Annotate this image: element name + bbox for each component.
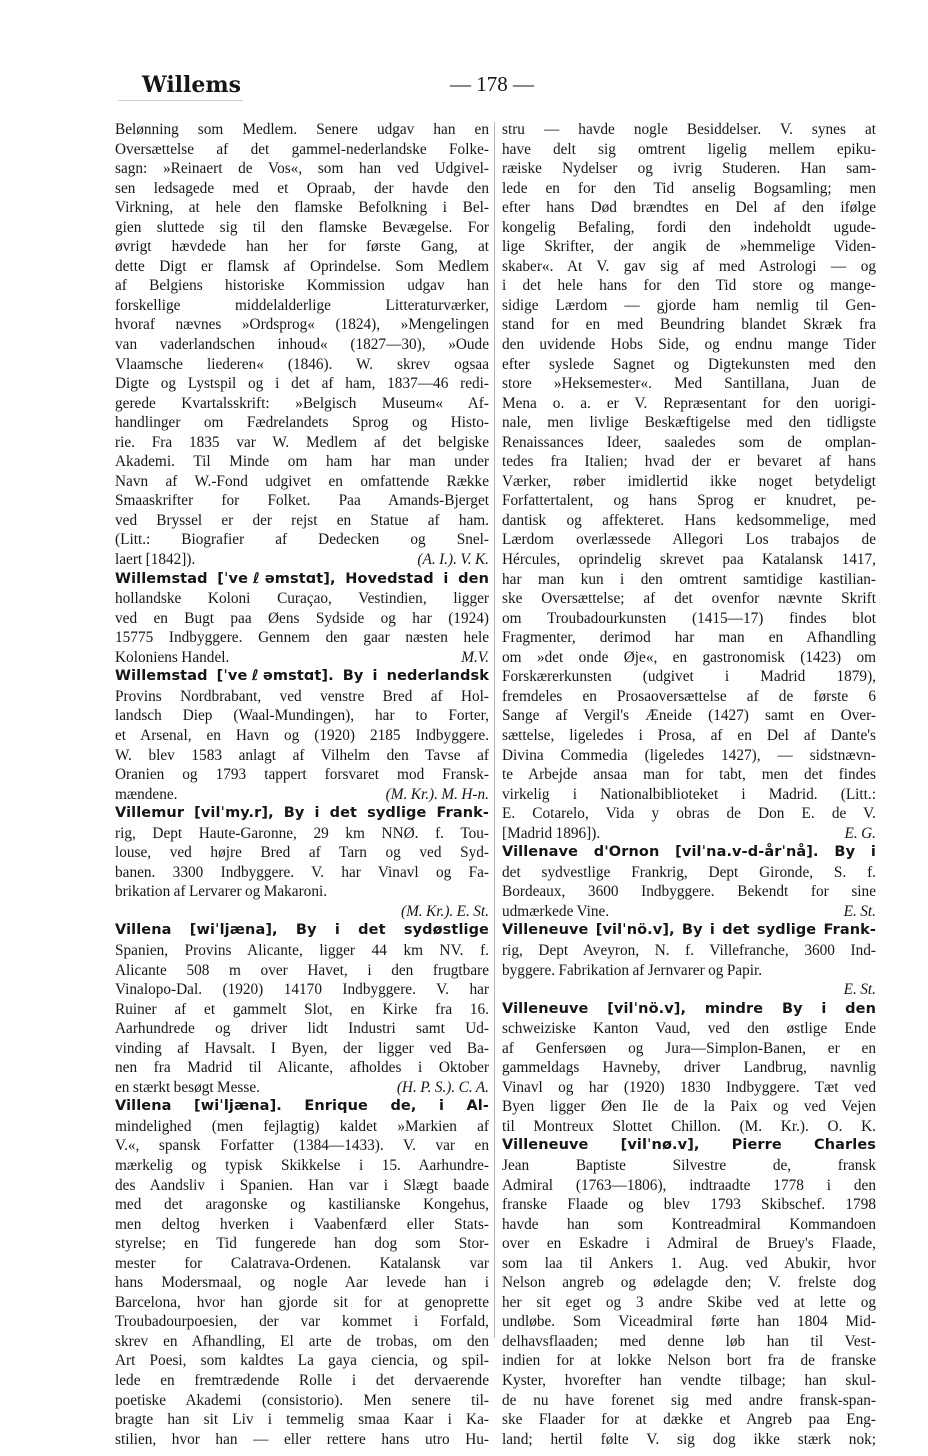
text-line: Byen ligger Øen Ile de la Paix og ved Vejen xyxy=(502,1098,876,1116)
text-line: store »Heksemester«. Med Santillana, Juan de xyxy=(502,375,876,393)
signature-line xyxy=(115,902,489,922)
text-line: des Aandsliv i Spanien. Han var i Slægt baade xyxy=(115,1176,489,1194)
author-signature: (A. I.). V. K. xyxy=(417,551,489,569)
text-line: Art Poesi, som kaldtes La gaya ciencia, og spil- xyxy=(115,1352,489,1370)
text-line: vinding af Havsalt. I Byen, der ligger ved Ba- xyxy=(115,1039,489,1057)
entry-villena-enrique-continued xyxy=(502,120,876,843)
text-line: hans Modersmaal, og nogle Aar levede han i xyxy=(115,1274,489,1292)
text-line: bragte han sit Liv i temmelig smaa Kaar i Ka- xyxy=(115,1411,489,1429)
text-line: tedes fra Italien; hvad der er bevaret af hans xyxy=(502,453,876,471)
text-line: af Belgiens historiske Kommission udgav han xyxy=(115,277,489,295)
text-line: W. blev 1583 anlagt af Vilhelm den Tavse af xyxy=(115,746,489,764)
text-line: ved Bryssel er der rejst en Statue af ham. xyxy=(115,511,489,529)
text-line: nale, men livlige Beskæftigelse med den tidligste xyxy=(502,414,876,432)
entry-villeneuve-admiral xyxy=(502,1136,876,1449)
text-line: handlinger om Fædrelandets Sprog og Histo- xyxy=(115,414,489,432)
page-number: — 178 — xyxy=(450,72,534,96)
text-line: poetiske Akademi (consistorio). Men senere til- xyxy=(115,1391,489,1409)
entry-willemstad-curacao xyxy=(115,570,489,668)
text-line: undløbe. Som Viceadmiral førte han 1804 Mid- xyxy=(502,1313,876,1331)
text-line-with-signature xyxy=(115,550,489,570)
text-line-with-signature xyxy=(115,648,489,668)
text-line: Fragmenter, derimod har man en Afhandling xyxy=(502,629,876,647)
text-line: ske Flaader for at dække et Angreb paa Eng- xyxy=(502,1411,876,1429)
text-line: Provins Nordbrabant, ved venstre Bred af Hol- xyxy=(115,687,489,705)
text-line: Troubadourpoesien, der var kommet i Forfald, xyxy=(115,1313,489,1331)
text-line: delhavsflaaden; med denne løb han til Vest- xyxy=(502,1332,876,1350)
text-line: har man kun i den omtrent samtidige kastilian- xyxy=(502,570,876,588)
text-line: en stærkt besøgt Messe. xyxy=(115,1078,260,1096)
headword-line: Villeneuve [vilˈnö.v], mindre By i den xyxy=(502,1000,876,1017)
text-line: brikation af Lervarer og Makaroni. xyxy=(115,883,328,901)
text-line: 15775 Indbyggere. Gennem den gaar næsten hele xyxy=(115,629,489,647)
text-line: sættelse, ligeledes i Prosa, af en Del af Dante's xyxy=(502,726,876,744)
text-line: over en Eskadre i Admiral de Bruey's Flaade, xyxy=(502,1235,876,1253)
text-line: mester for Calatrava-Ordenen. Katalansk var xyxy=(115,1254,489,1272)
text-line: lige Skrifter, der angik de »hemmelige Viden- xyxy=(502,238,876,256)
text-line: den uvidende Hobs Side, og endnu mange Tider xyxy=(502,336,876,354)
headword-line: Villeneuve [vilˈnø.v], Pierre Charles xyxy=(502,1137,876,1154)
text-line: (Litt.: Biografier af Dedecken og Snel- xyxy=(115,531,489,549)
text-line: lede en fremtrædende Rolle i det dervaerende xyxy=(115,1372,489,1389)
text-line: til Montreux Slottet Chillon. (M. Kr.). O. K. xyxy=(502,1117,876,1135)
author-signature: (H. P. S.). C. A. xyxy=(396,1078,489,1096)
text-line: Navn af W.-Fond udgivet en omfattende Række xyxy=(115,472,489,490)
author-signature: E. St. xyxy=(843,981,876,999)
text-line: de nu have forenet sig med andre fransk-span- xyxy=(502,1391,876,1409)
text-line: skaber«. At V. gav sig af med Astrologi — og xyxy=(502,257,876,275)
text-line: gien sluttede sig til den flamske Bevægelse. For xyxy=(115,218,489,236)
text-line: om »det onde Øje«, en gastronomisk (1423) om xyxy=(502,648,876,666)
text-line: Vlaamsche liederen« (1846). W. skrev ogsaa xyxy=(115,355,489,373)
text-line: om Troubadourkunsten (1415—17) findes blot xyxy=(502,609,876,627)
text-line: med det aragonske og kastilianske Kongehus, xyxy=(115,1196,489,1214)
text-line-with-signature xyxy=(115,1078,489,1098)
text-line: Vinalopo-Dal. (1920) 14170 Indbyggere. V. har xyxy=(115,981,489,999)
entry-villeneuve-vaud xyxy=(502,1000,876,1137)
text-line: V.«, spansk Forfatter (1384—1433). V. var en xyxy=(115,1137,489,1155)
text-line: Mena o. a. er V. Repræsentant for den uorigi- xyxy=(502,394,876,412)
headword-line: Villena [wiˈljæna], By i det sydøstlige xyxy=(115,922,489,939)
author-signature: E. St. xyxy=(843,902,876,920)
text-line: landsch Diep (Waal-Mundingen), har to Forter, xyxy=(115,707,489,725)
text-line: Digte og Lystspil og i det af ham, 1837—46 redi- xyxy=(115,375,489,393)
text-line: Sange af Vergil's Æneide (1427) samt en Over- xyxy=(502,707,876,725)
text-line: land; hertil følte V. sig dog ikke stærk nok; xyxy=(502,1430,876,1448)
text-line: udmærkede Vine. xyxy=(502,902,610,920)
text-line: stru — havde nogle Besiddelser. V. synes at xyxy=(502,121,876,138)
text-line: sidige Lærdom — gjorde ham nemlig til Gen- xyxy=(502,296,876,314)
text-line: Oversættelse af det gammel-nederlandske Folke- xyxy=(115,140,489,158)
text-line: gammeldags Havneby, driver Landbrug, navnlig xyxy=(502,1059,876,1077)
text-line: Admiral (1763—1806), indtraadte 1778 i den xyxy=(502,1176,876,1194)
text-line: Forskærerkunsten (udgivet i Madrid 1879), xyxy=(502,668,876,686)
text-line: skrev en Afhandling, El arte de trobas, om den xyxy=(115,1332,489,1350)
text-line: forskellige middelalderlige Litteraturværker, xyxy=(115,296,489,314)
headword-line: Willemstad [ˈveℓəmstɑt], Hovedstad i den xyxy=(115,570,489,587)
text-line: styrelse; en Tid fungerede han dog som Stor- xyxy=(115,1235,489,1253)
headword-line: Villenave d'Ornon [vilˈna.v-d-årˈnå]. By i xyxy=(502,844,876,861)
left-column xyxy=(115,120,489,1449)
text-line: efter hans Død brændtes en Del af den ifølge xyxy=(502,199,876,217)
text-line: Nelson angreb og ødelagde den; V. frelste dog xyxy=(502,1274,876,1292)
text-line: Værker, røber imidlertid ikke noget betydeligt xyxy=(502,472,876,490)
text-line: laert [1842]). xyxy=(115,551,196,569)
header-rule xyxy=(118,100,243,101)
author-signature: (M. Kr.). E. St. xyxy=(400,902,489,920)
right-column xyxy=(502,120,876,1449)
text-line: byggere. Fabrikation af Jernvarer og Papir. xyxy=(502,961,763,979)
entry-villeneuve-aveyron xyxy=(502,921,876,999)
headword-line: Villena [wiˈljæna]. Enrique de, i Al- xyxy=(115,1098,489,1115)
text-line: Spanien, Provins Alicante, ligger 44 km NV. f. xyxy=(115,941,489,959)
text-line: Bordeaux, 3600 Indbyggere. Bekendt for sine xyxy=(502,883,876,901)
text-line: Virkning, at hele den flamske Befolkning i Bel- xyxy=(115,199,489,217)
entry-villemur xyxy=(115,804,489,921)
text-line-with-signature xyxy=(502,902,876,922)
text-line: som laa til Ankers 1. Aug. ved Abukir, hvor xyxy=(502,1254,876,1272)
text-line: Barcelona, hvor han gjorde sit for at genoprette xyxy=(115,1293,489,1311)
text-line: sen ledsagede med et Opraab, der havde den xyxy=(115,179,489,197)
text-line: dette Digt er flamsk af Oprindelse. Som Medlem xyxy=(115,257,489,275)
running-head: Willems xyxy=(142,72,242,98)
text-line: ske Oversættelse; af det ovenfor nævnte Skrift xyxy=(502,590,876,608)
text-line: havde han som Kontreadmiral Kommandoen xyxy=(502,1215,876,1233)
text-line: mændene. xyxy=(115,785,178,803)
entry-villenave-dornon xyxy=(502,843,876,921)
text-line: virkelig i Nationalbiblioteket i Madrid. (Litt.: xyxy=(502,785,876,803)
signature-line xyxy=(502,980,876,1000)
text-line-with-signature xyxy=(115,785,489,805)
text-line: Forfattertalent, og hans Sprog er knudret, pe- xyxy=(502,492,876,510)
text-line: Alicante 508 m over Havet, i den frugtbare xyxy=(115,961,489,979)
text-line: E. Cotarelo, Vida y obras de Don E. de V. xyxy=(502,805,876,823)
text-line: Akademi. Til Minde om ham har man under xyxy=(115,453,489,471)
text-line: banen. 3300 Indbyggere. V. har Vinavl og Fa- xyxy=(115,863,489,881)
text-line: sagn: »Reinaert de Vos«, som han ved Udgivel- xyxy=(115,160,489,178)
text-line: Jean Baptiste Silvestre de, fransk xyxy=(502,1156,876,1174)
entry-willemstad-nordbrabant xyxy=(115,667,489,804)
text-line: lede en for den Tid anselig Bogsamling; men xyxy=(502,179,876,197)
author-signature: E. G. xyxy=(844,824,876,842)
text-line: mindelighed (men fejlagtig) kaldet »Markien af xyxy=(115,1117,489,1135)
author-signature: M.V. xyxy=(461,648,489,666)
text-line: et Arsenal, en Havn og (1920) 2185 Indbyggere. xyxy=(115,726,489,744)
text-line: kongelig Befaling, fordi den indeholdt ugude- xyxy=(502,218,876,236)
text-line: øvrigt hævdede han her for første Gang, at xyxy=(115,238,489,256)
text-line: te Arbejde ansaa man for tabt, men det findes xyxy=(502,766,876,784)
entry-willems-continued xyxy=(115,120,489,570)
text-line: Divina Commedia (ligeledes 1427), — sidstnævn- xyxy=(502,746,876,764)
headword-line: Villeneuve [vilˈnö.v], By i det sydlige Frank- xyxy=(502,922,876,939)
text-line: stilien, hvor han — eller rettere hans utro Hu- xyxy=(115,1430,489,1448)
text-line: indien for at lokke Nelson bort fra de franske xyxy=(502,1352,876,1370)
text-line: Belønning som Medlem. Senere udgav han en xyxy=(115,121,489,138)
entry-villena-enrique xyxy=(115,1097,489,1449)
text-line: Lærdom overlæssede Allegori Los trabajos de xyxy=(502,531,876,549)
text-line: rig, Dept Aveyron, N. f. Villefranche, 3600 Ind- xyxy=(502,941,876,959)
text-line-with-signature xyxy=(502,824,876,844)
entry-villena-town xyxy=(115,921,489,1097)
text-line: rig, Dept Haute-Garonne, 29 km NNØ. f. Tou- xyxy=(115,824,489,842)
text-line: fremdeles en Prosaoversættelse af de første 6 xyxy=(502,687,876,705)
text-line: van vaderlandschen inhoud« (1827—30), »Oude xyxy=(115,336,489,354)
headword-line: Willemstad [ˈveℓəmstɑt]. By i nederlandsk xyxy=(115,668,489,685)
text-line: dantisk og affekteret. Hans kedsommelige, med xyxy=(502,511,876,529)
text-line: Vinavl og har (1920) 1830 Indbyggere. Tæt ved xyxy=(502,1078,876,1096)
text-line: schweiziske Kanton Vaud, ved den østlige Ende xyxy=(502,1020,876,1038)
text-line: nen fra Madrid til Alicante, afholdes i Oktober xyxy=(115,1059,489,1077)
text-line: Renaissances Ideer, saaledes som de omplan- xyxy=(502,433,876,451)
text-line: ræiske Nydelser og ivrig Studeren. Han sam- xyxy=(502,160,876,178)
text-line: det sydvestlige Frankrig, Dept Gironde, S. f. xyxy=(502,863,876,881)
text-line: Hércules, oprindelig skrevet paa Katalansk 1417, xyxy=(502,551,876,569)
column-divider xyxy=(494,122,495,1338)
text-line: Oranien og 1793 tappert forsvaret mod Fransk- xyxy=(115,766,489,784)
text-line: have delt sig omtrent ligelig mellem epiku- xyxy=(502,140,876,158)
text-line: ved en Bugt paa Øens Sydside og har (1924) xyxy=(115,609,489,627)
text-line: Kyster, hvorefter han vendte tilbage; han skul- xyxy=(502,1372,876,1389)
text-line: louse, ved højre Bred af Tarn og ved Syd- xyxy=(115,844,489,862)
text-line: Smaaskrifter for Folket. Paa Amands-Bjerget xyxy=(115,492,489,510)
text-line: franske Flaade og blev 1793 Skibschef. 1798 xyxy=(502,1196,876,1214)
text-line: rie. Fra 1835 var W. Medlem af det belgiske xyxy=(115,433,489,451)
text-line: hvoraf nævnes »Ordsprog« (1824), »Mengelingen xyxy=(115,316,489,334)
text-line: gerede Kvartalsskrift: »Belgisch Museum« Af- xyxy=(115,394,489,412)
text-line: efter syslede Sagnet og Digtekunsten med den xyxy=(502,355,876,373)
text-line: af Genfersøen og Jura—Simplon-Banen, er en xyxy=(502,1039,876,1057)
page-header xyxy=(142,68,792,108)
text-line: stand for en med Beundring blandet Skræk fra xyxy=(502,316,876,334)
text-line: i det hele hans for den Tid store og mange- xyxy=(502,277,876,295)
text-line: men deltog hverken i Vaabenfærd eller Stats- xyxy=(115,1215,489,1233)
text-line: Ruiner af et gammelt Slot, en Kirke fra 16. xyxy=(115,1000,489,1018)
text-line: Koloniens Handel. xyxy=(115,648,230,666)
author-signature: (M. Kr.). M. H-n. xyxy=(385,785,489,803)
text-line: mærkelig og typisk Skikkelse i 15. Aarhundre- xyxy=(115,1156,489,1174)
headword-line: Villemur [vilˈmy.r], By i det sydlige Frank- xyxy=(115,805,489,822)
text-line: Aarhundrede og driver lidt Industri samt Ud- xyxy=(115,1020,489,1038)
text-line: [Madrid 1896]). xyxy=(502,824,601,842)
text-line: her sit eget og 3 andre Skibe ved at lette og xyxy=(502,1293,876,1311)
text-line: hollandske Koloni Curaçao, Vestindien, ligger xyxy=(115,590,489,608)
